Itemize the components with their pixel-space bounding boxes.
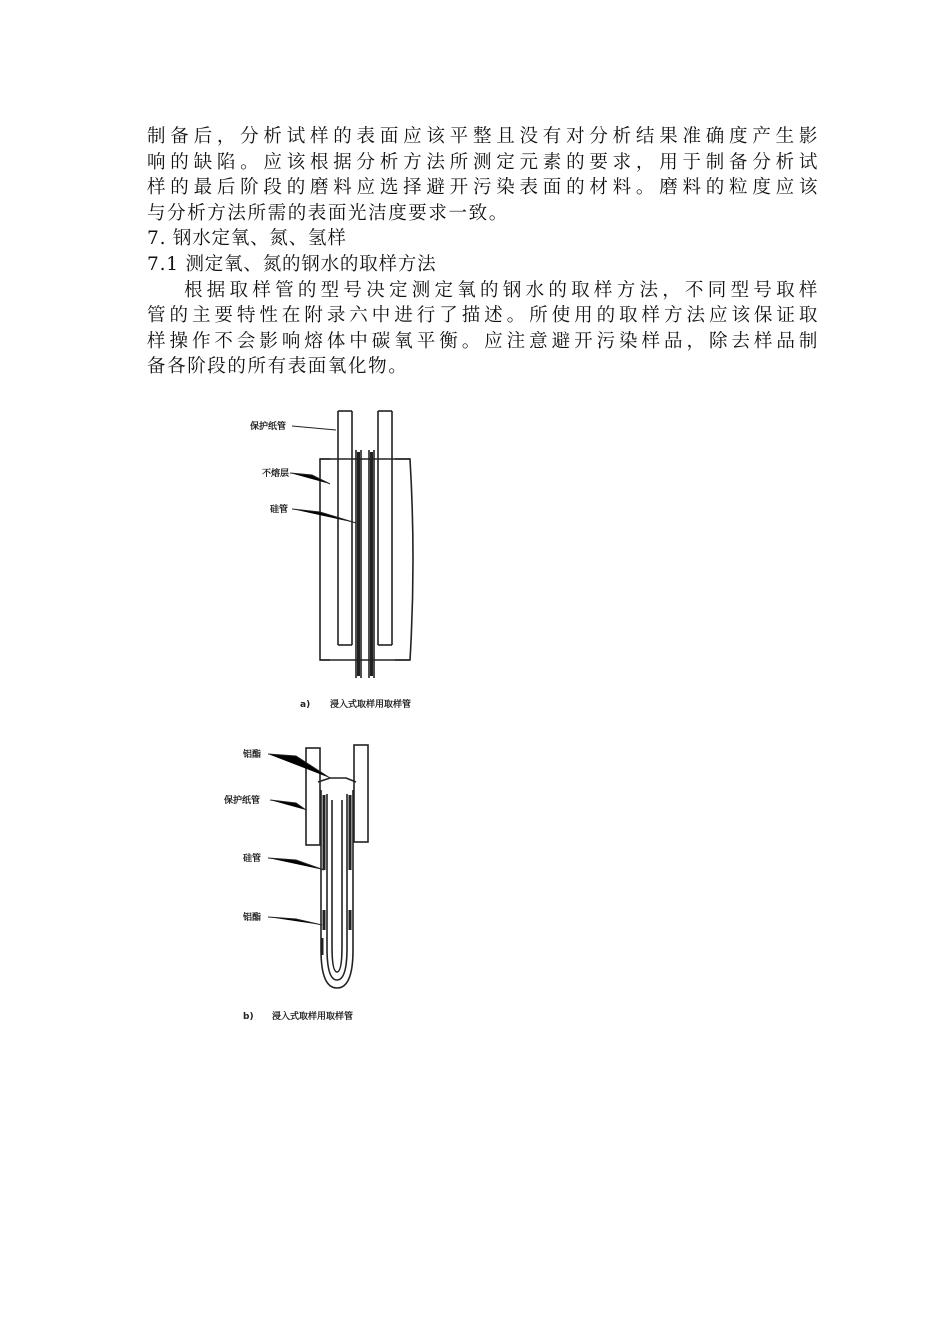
fig-b-label-paper-tube: 保护纸管 [224,796,261,806]
intro-line-3: 样的最后阶段的磨料应选择避开污染表面的材料。磨料的粒度应该 [147,177,819,199]
subsection-heading: 7.1 测定氧、氮的钢水的取样方法 [147,253,437,275]
leader-aluminium-bottom [268,917,322,925]
fig-b-label-aluminium-top: 铝酯 [243,750,262,760]
fig-a-label-paper-tube: 保护纸管 [250,422,287,432]
sample-cavity [332,800,342,972]
leader-silica-b [268,858,324,870]
intro-line-2: 响的缺陷。应该根据分析方法所测定元素的要求，用于制备分析试 [147,151,819,173]
body-line-4: 备各阶段的所有表面氧化物。 [147,356,409,378]
fig-a-label-silica: 硅管 [270,505,289,515]
silica-tube-inner [327,794,347,980]
fig-b-caption-letter: b) [243,1012,254,1022]
fig-b-caption-text: 浸入式取样用取样管 [272,1012,354,1022]
aluminium-cap-top [318,778,356,782]
section-heading: 7. 钢水定氧、氮、氢样 [147,228,347,250]
intro-line-1: 制备后，分析试样的表面应该平整且没有对分析结果准确度产生影 [147,126,819,147]
paper-tube-right [354,745,368,842]
fig-b-label-aluminium-bottom: 铝酯 [243,913,262,923]
fig-b-label-silica: 硅管 [243,854,262,864]
leader-paper-tube-b [270,800,306,810]
body-line-1: 根据取样管的型号决定测定氧的钢水的取样方法，不同型号取样 [184,279,819,301]
body-line-2: 管的主要特性在附录六中进行了描述。所使用的取样方法应该保证取 [147,305,819,327]
fig-a-caption-letter: a) [300,700,311,710]
body-line-3: 样操作不会影响熔体中碳氧平衡。应注意避开污染样品，除去样品制 [147,330,819,352]
fig-a-label-refractory: 不熔层 [262,469,290,479]
paper-tube-left [306,748,320,845]
intro-line-4: 与分析方法所需的表面光洁度要求一致。 [147,202,509,224]
silica-tube-outer [321,790,353,988]
fig-a-caption-text: 浸入式取样用取样管 [330,700,412,710]
